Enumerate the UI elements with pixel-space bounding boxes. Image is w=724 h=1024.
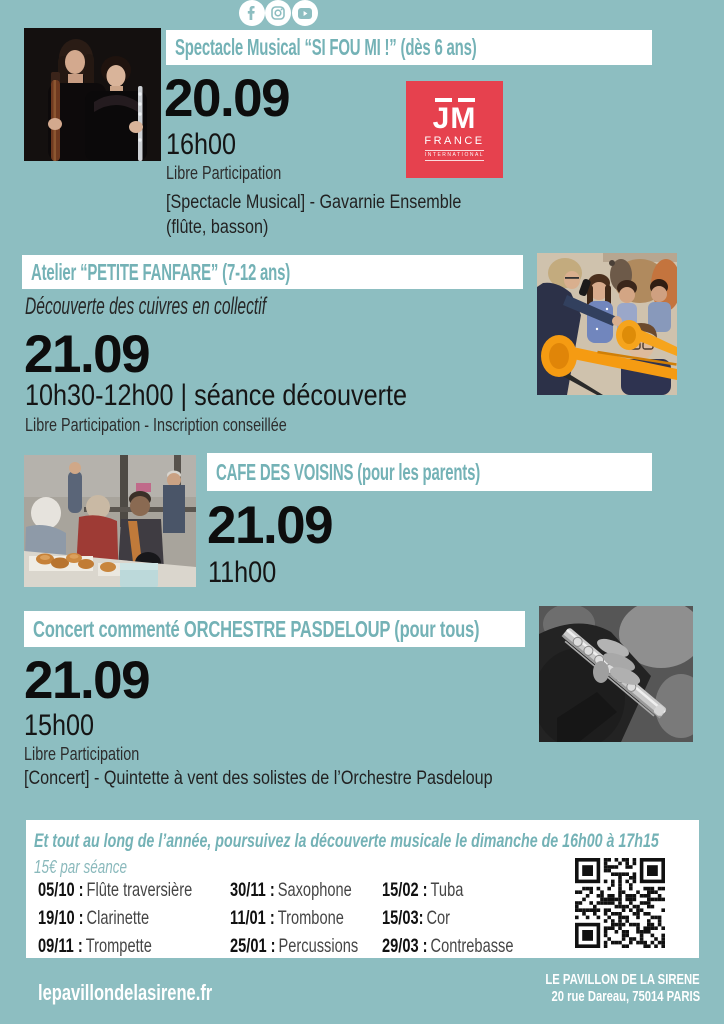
event-title-banner-cafe [207, 453, 652, 491]
event-description-line2: (flûte, basson) [166, 217, 269, 238]
flute-closeup-photo [539, 606, 693, 742]
website-url: lepavillondelasirene.fr [38, 980, 213, 1005]
schedule-item: 25/01 : Percussions [230, 935, 359, 957]
event-time: 15h00 [24, 709, 95, 742]
event-price: Libre Participation - Inscription conseillée [25, 415, 287, 435]
event-title: Concert commenté ORCHESTRE PASDELOUP (pour tous) [33, 615, 480, 642]
event-time: 11h00 [208, 556, 277, 589]
event-price: Libre Participation [24, 744, 140, 764]
youtube-icon [292, 0, 318, 26]
schedule-item: 29/03 : Contrebasse [382, 935, 514, 957]
event-date: 20.09 [164, 69, 290, 128]
event-subtitle: Découverte des cuivres en collectif [25, 293, 267, 320]
facebook-icon [239, 0, 265, 26]
event-time: 16h00 [166, 128, 237, 161]
cafe-pastries-photo [24, 455, 196, 587]
venue-address: 20 rue Dareau, 75014 PARIS [551, 988, 700, 1005]
kids-brass-workshop-photo [537, 253, 677, 395]
schedule-item: 30/11 : Saxophone [230, 879, 352, 901]
year-round-box [26, 820, 699, 958]
event-title-banner-spectacle [166, 30, 652, 65]
event-description-line1: [Concert] - Quintette à vent des solistes de l’Orchestre Pasdeloup [24, 768, 493, 789]
event-date: 21.09 [24, 325, 150, 384]
event-date: 21.09 [207, 496, 333, 555]
year-round-title: Et tout au long de l’année, poursuivez la découverte musicale le dimanche de 16h00 à 17h15 [34, 831, 659, 852]
event-time: 10h30-12h00 | séance découverte [25, 379, 408, 412]
event-price: Libre Participation [166, 163, 282, 183]
jm-logo-subline: INTERNATIONAL [425, 150, 484, 161]
event-title-banner-atelier [22, 255, 523, 289]
event-description-line1: [Spectacle Musical] - Gavarnie Ensemble [166, 192, 462, 213]
jm-france-logo [406, 81, 503, 178]
event-title: Atelier “PETITE FANFARE” (7-12 ans) [31, 258, 291, 285]
event-title: Spectacle Musical “SI FOU MI !” (dès 6 ans) [175, 34, 477, 60]
event-date: 21.09 [24, 651, 150, 710]
venue-info [494, 971, 700, 1005]
schedule-item: 11/01 : Trombone [230, 907, 344, 929]
event-title: CAFE DES VOISINS (pour les parents) [216, 458, 480, 485]
year-round-price: 15€ par séance [34, 857, 128, 877]
schedule-item: 05/10 : Flûte traversière [38, 879, 193, 901]
schedule-item: 19/10 : Clarinette [38, 907, 150, 929]
schedule-item: 15/02 : Tuba [382, 879, 464, 901]
jm-logo-initials: JM [432, 101, 477, 135]
season-schedule [38, 876, 582, 960]
venue-name: LE PAVILLON DE LA SIRENE [545, 971, 700, 988]
schedule-item: 15/03: Cor [382, 907, 451, 929]
duo-flute-bassoon-photo [24, 28, 161, 161]
jm-logo-country: FRANCE [424, 134, 485, 147]
instagram-icon [265, 0, 291, 26]
qr-code [575, 858, 665, 948]
event-title-banner-concert [24, 611, 525, 647]
schedule-item: 09/11 : Trompette [38, 935, 152, 957]
